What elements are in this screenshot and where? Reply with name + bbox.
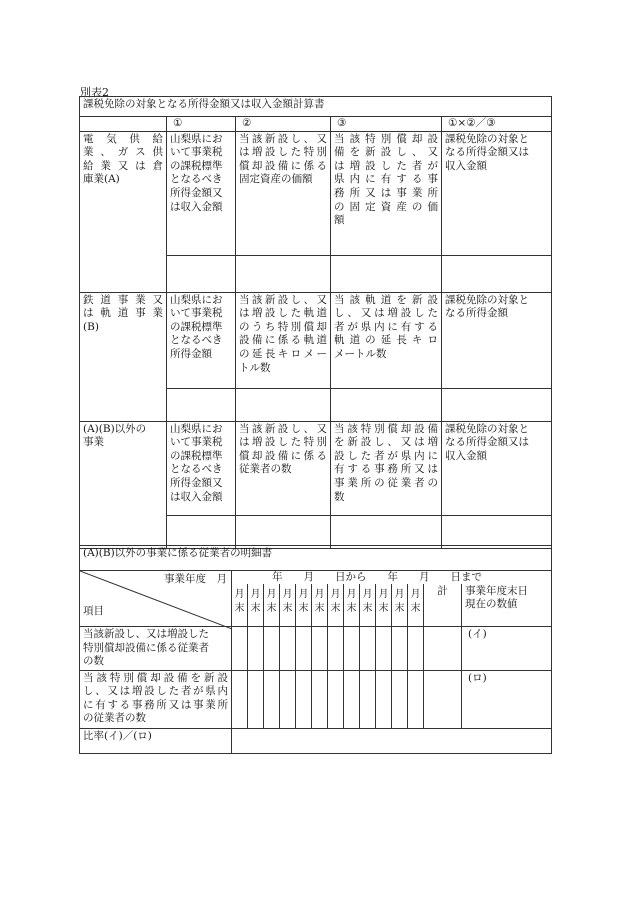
row-a-col3-value[interactable] bbox=[331, 256, 442, 292]
month-end-3: 月末 bbox=[264, 584, 280, 627]
header-diagonal-cell bbox=[80, 571, 232, 627]
cell-r2-m2[interactable] bbox=[248, 670, 264, 728]
row-a-col4-value[interactable] bbox=[442, 256, 552, 292]
row-b-col2-value[interactable] bbox=[236, 388, 331, 421]
row-b-col3-value[interactable] bbox=[331, 388, 442, 421]
row-a-col2-desc: 当該新設し、又 は増設した特別 償却設備に係る 固定資産の価額 bbox=[236, 131, 331, 256]
cell-r1-m10[interactable] bbox=[376, 627, 392, 671]
cell-r1-m3[interactable] bbox=[264, 627, 280, 671]
row-a-col1-value[interactable] bbox=[167, 256, 236, 292]
cell-r1-m6[interactable] bbox=[312, 627, 328, 671]
cell-r1-m12[interactable] bbox=[408, 627, 424, 671]
category-other: (A)(B)以外の 事業 bbox=[80, 421, 167, 548]
month-end-2: 月末 bbox=[248, 584, 264, 627]
cell-r2-m9[interactable] bbox=[360, 670, 376, 728]
cell-r2-m11[interactable] bbox=[392, 670, 408, 728]
row-c-col3-value[interactable] bbox=[331, 515, 442, 548]
cell-r1-m5[interactable] bbox=[296, 627, 312, 671]
row-label-all-office-employees: 当該特別償却設備を新設 し、又は増設した者が県内 に有する事務所又は事業所 の従業者の数 bbox=[80, 670, 232, 728]
cell-r2-total[interactable] bbox=[424, 670, 462, 728]
cell-r1-m7[interactable] bbox=[328, 627, 344, 671]
row-c-col2-desc: 当該新設し、又 は増設した特別 償却設備に係る 従業者の数 bbox=[236, 421, 331, 515]
cell-r1-m11[interactable] bbox=[392, 627, 408, 671]
month-end-5: 月末 bbox=[296, 584, 312, 627]
month-end-9: 月末 bbox=[360, 584, 376, 627]
row-b-col1-value[interactable] bbox=[167, 388, 236, 421]
row-a-col1-desc: 山梨県にお いて事業税 の課税標準 となるべき 所得金額又 は収入金額 bbox=[167, 131, 236, 256]
income-calculation-table bbox=[79, 96, 552, 549]
col-header-1: ① bbox=[167, 117, 236, 132]
row-c-col1-desc: 山梨県にお いて事業税 の課税標準 となるべき 所得金額又 は収入金額 bbox=[167, 421, 236, 515]
employee-detail-table bbox=[79, 545, 552, 754]
category-b: 鉄道事業又 は軌道事業 (B) bbox=[80, 292, 167, 421]
header-blank bbox=[80, 117, 167, 132]
cell-r2-m12[interactable] bbox=[408, 670, 424, 728]
row-c-col1-value[interactable] bbox=[167, 515, 236, 548]
month-end-11: 月末 bbox=[392, 584, 408, 627]
month-end-6: 月末 bbox=[312, 584, 328, 627]
cell-r2-m5[interactable] bbox=[296, 670, 312, 728]
month-end-10: 月末 bbox=[376, 584, 392, 627]
month-end-8: 月末 bbox=[344, 584, 360, 627]
row-label-ratio: 比率(イ)／(ロ) bbox=[80, 728, 232, 753]
month-end-12: 月末 bbox=[408, 584, 424, 627]
year-end-value-i: (イ) bbox=[462, 627, 552, 671]
row-b-col4-desc: 課税免除の対象と なる所得金額 bbox=[442, 292, 552, 388]
cell-r2-m10[interactable] bbox=[376, 670, 392, 728]
item-label: 項目 bbox=[83, 605, 104, 617]
cell-r1-total[interactable] bbox=[424, 627, 462, 671]
month-end-7: 月末 bbox=[328, 584, 344, 627]
row-label-new-equipment-employees: 当該新設し、又は増設した 特別償却設備に係る従業者 の数 bbox=[80, 627, 232, 671]
row-c-col4-value[interactable] bbox=[442, 515, 552, 548]
row-b-col2-desc: 当該新設し、又 は増設した軌道 のうち特別償却 設備に係る軌道 の延長キロメー トル数 bbox=[236, 292, 331, 388]
total-header: 計 bbox=[424, 584, 462, 627]
row-a-col2-value[interactable] bbox=[236, 256, 331, 292]
detail-table-title: (A)(B)以外の事業に係る従業者の明細書 bbox=[80, 546, 552, 571]
row-c-col2-value[interactable] bbox=[236, 515, 331, 548]
cell-r2-m4[interactable] bbox=[280, 670, 296, 728]
cell-r2-m3[interactable] bbox=[264, 670, 280, 728]
category-a: 電気供給 業、ガス供 給業又は倉 庫業(A) bbox=[80, 131, 167, 292]
year-end-header: 事業年度末日 現在の数値 bbox=[462, 584, 552, 627]
row-b-col3-desc: 当該軌道を新設 し、又は増設した 者が県内に有する 軌道の延長キロ メートル数 bbox=[331, 292, 442, 388]
year-end-value-ro: (ロ) bbox=[462, 670, 552, 728]
row-a-col4-desc: 課税免除の対象と なる所得金額又は 収入金額 bbox=[442, 131, 552, 256]
row-b-col1-desc: 山梨県にお いて事業税 の課税標準 となるべき 所得金額 bbox=[167, 292, 236, 388]
col-header-2: ② bbox=[236, 117, 331, 132]
cell-r1-m8[interactable] bbox=[344, 627, 360, 671]
cell-r2-m1[interactable] bbox=[232, 670, 248, 728]
cell-r1-m9[interactable] bbox=[360, 627, 376, 671]
period-range: 年 月 日から 年 月 日まで bbox=[232, 571, 552, 585]
cell-r2-m6[interactable] bbox=[312, 670, 328, 728]
cell-r2-m7[interactable] bbox=[328, 670, 344, 728]
cell-r1-m4[interactable] bbox=[280, 627, 296, 671]
ratio-value[interactable] bbox=[232, 728, 552, 753]
row-b-col4-value[interactable] bbox=[442, 388, 552, 421]
row-a-col3-desc: 当該特別償却設 備を新設し、又 は増設した者が 県内に有する事 務所又は事業所 の固定資産の価 額 bbox=[331, 131, 442, 256]
month-end-4: 月末 bbox=[280, 584, 296, 627]
period-label: 事業年度 月 bbox=[164, 573, 227, 585]
month-end-1: 月末 bbox=[232, 584, 248, 627]
row-c-col3-desc: 当該特別償却設備 を新設し、又は増 設した者が県内に 有する事務所又は 事業所の従業者の 数 bbox=[331, 421, 442, 515]
cell-r2-m8[interactable] bbox=[344, 670, 360, 728]
cell-r1-m1[interactable] bbox=[232, 627, 248, 671]
calc-table-title: 課税免除の対象となる所得金額又は収入金額計算書 bbox=[80, 97, 552, 117]
row-c-col4-desc: 課税免除の対象と なる所得金額又は 収入金額 bbox=[442, 421, 552, 515]
col-header-4: ①×②／③ bbox=[442, 117, 552, 132]
col-header-3: ③ bbox=[331, 117, 442, 132]
table-label: 別表2 bbox=[80, 86, 109, 99]
cell-r1-m2[interactable] bbox=[248, 627, 264, 671]
